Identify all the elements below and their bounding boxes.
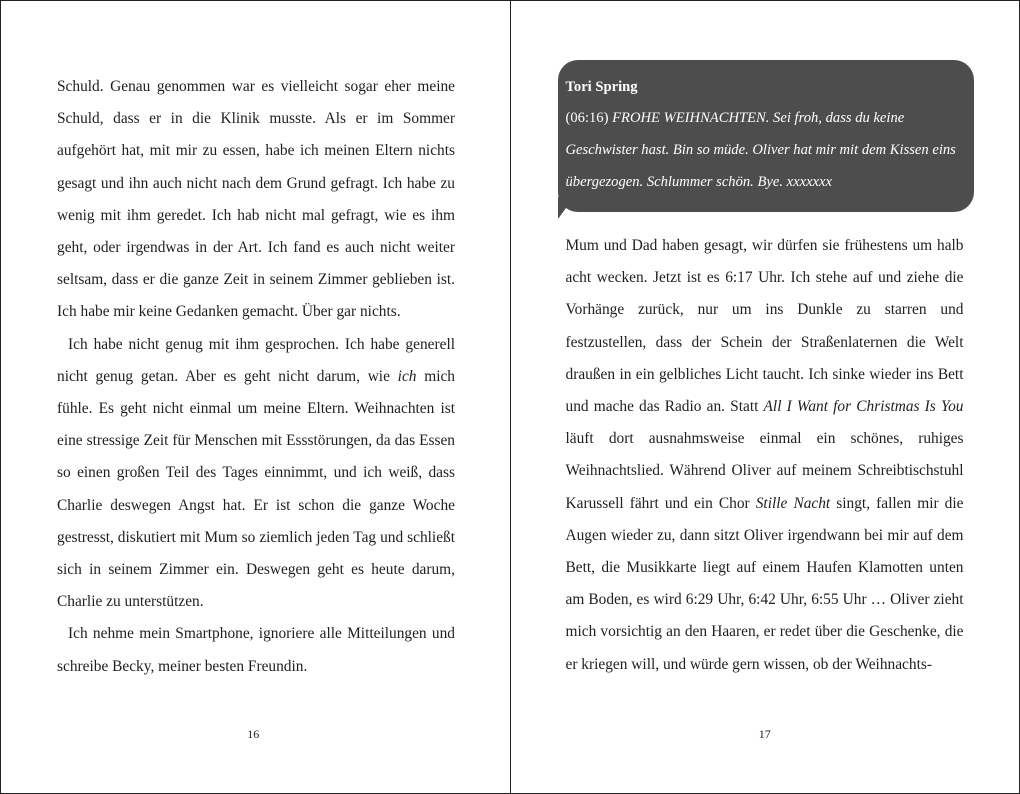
paragraph-right-part-1: Mum und Dad haben gesagt, wir dürfen sie frühestens um halb acht wecken. Jetzt ist es 6:17 Uhr. Ich stehe auf und ziehe die Vorhänge zurück, nur um ins Dunkle zu starren und festzustellen, dass der Schein der Straßenlaternen die Welt draußen in ein gelbliches Licht taucht. Ich sinke wieder ins Bett und mache das Radio an. Statt [565,237,964,416]
message-time: (06:16) [565,110,609,126]
carol-title: Stille Nacht [755,494,831,512]
right-page-text [566,230,964,681]
page-number-right: 17 [758,727,771,741]
paragraph-right [566,230,964,681]
message-bubble-tail [558,197,574,219]
message-sender: Tori Spring [565,79,638,95]
right-page [511,1,1020,793]
paragraph-right-part-2: läuft dort ausnahmsweise einmal ein schönes, ruhiges Weihnachtslied. Während Oliver auf meinem Schreibtischstuhl Karussell fährt und ein Chor [565,430,964,512]
paragraph-2-emphasis: ich [397,367,417,385]
paragraph-2-before: Ich habe nicht genug mit ihm gesprochen. Ich habe generell nicht genug getan. Aber es geht nicht darum, wie [57,335,455,385]
paragraph-2-after: mich fühle. Es geht nicht einmal um meine Eltern. Weihnachten ist eine stressige Zeit für Menschen mit Essstörungen, da das Essen so einen großen Teil des Tages einnimmt, und ich weiß, dass Charlie deswegen Angst hat. Er ist schon die ganze Woche gestresst, diskutiert mit Mum so ziemlich jeden Tag und schließt sich in seinem Zimmer ein. Deswegen geht es heute darum, Charlie zu unterstützen. [57,367,456,611]
message-content [566,102,960,198]
page-number-left: 16 [247,727,260,741]
left-page-text [57,71,455,683]
paragraph-1: Schuld. Genau genommen war es vielleicht sogar eher meine Schuld, dass er in die Klinik musste. Als er im Sommer aufgehört hat, mit mir zu essen, habe ich meinen Eltern nichts gesagt und ihn auch nicht nach dem Grund gefragt. Ich habe zu wenig mit ihm geredet. Ich hab nicht mal gefragt, wie es ihm geht, oder irgendwas in der Art. Ich fand es auch nicht weiter seltsam, dass er die ganze Zeit in seinem Zimmer geblieben ist. Ich habe mir keine Gedanken gemacht. Über gar nichts. [57,78,455,321]
left-page [1,1,511,793]
paragraph-right-part-3: singt, fallen mir die Augen wieder zu, dann sitzt Oliver irgendwann bei mir auf dem Bett, die Musikkarte liegt auf einem Haufen Klamotten unten am Boden, es wird 6:29 Uhr, 6:42 Uhr, 6:55 Uhr … Oliver zieht mich vorsichtig an den Haaren, er redet über die Geschenke, die er kriegen will, und würde gern wissen, ob der Weihnachts- [565,494,964,673]
paragraph-2 [57,329,455,619]
message-text: FROHE WEIHNACHTEN. Sei froh, dass du keine Geschwister hast. Bin so müde. Oliver hat mir mit dem Kissen eins übergezogen. Schlummer schön. Bye. xxxxxxx [565,110,956,190]
paragraph-3: Ich nehme mein Smartphone, ignoriere alle Mitteilungen und schreibe Becky, meiner besten Freundin. [57,625,455,675]
song-title: All I Want for Christmas Is You [763,398,964,416]
message-bubble [558,60,974,212]
